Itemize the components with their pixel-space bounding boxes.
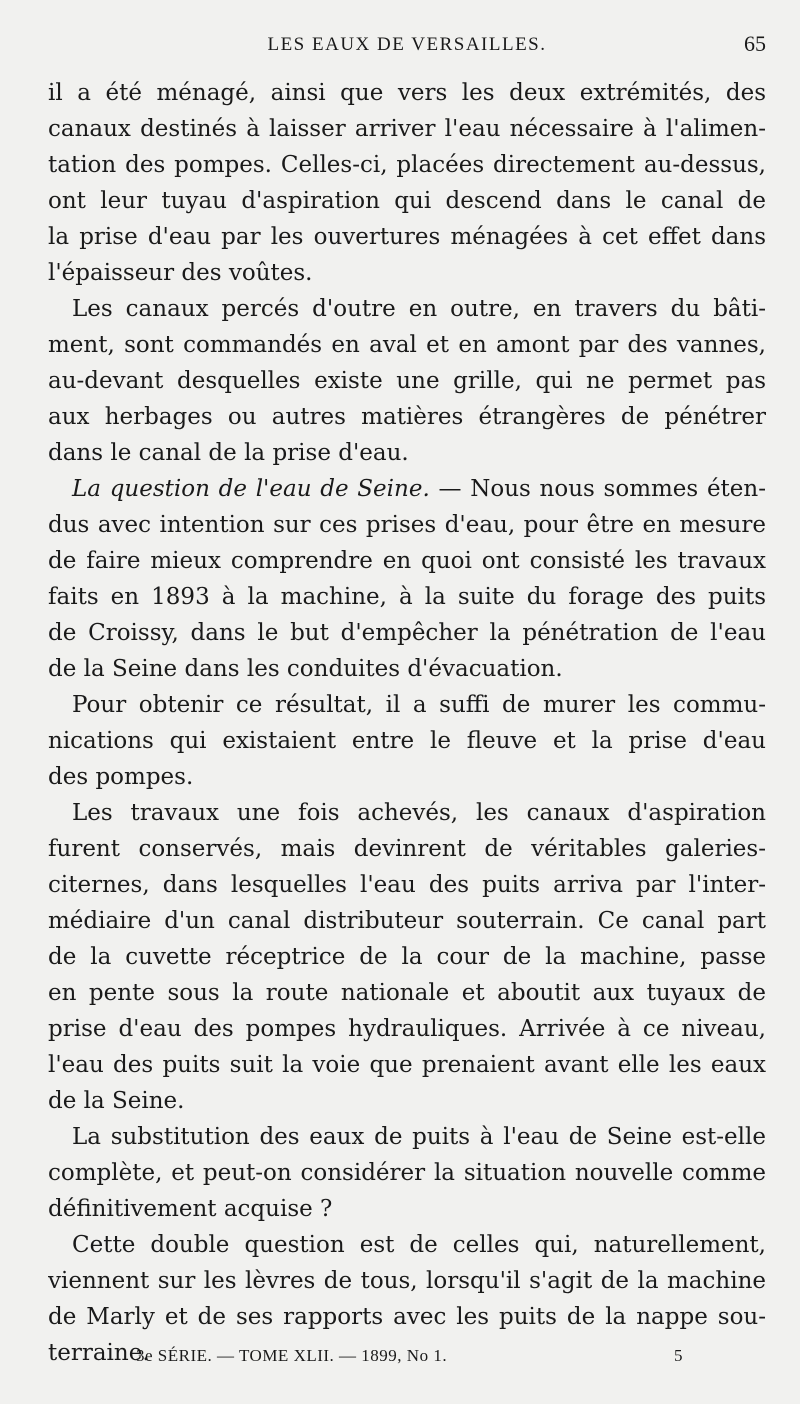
- text-line: Les travaux une fois achevés, les canaux d'aspiration: [72, 800, 766, 826]
- text-line: tation des pompes. Celles-ci, placées directement au-dessus,: [48, 152, 766, 178]
- text-line: dans le canal de la prise d'eau.: [48, 440, 409, 466]
- text-line: citernes, dans lesquelles l'eau des puits arriva par l'inter-: [48, 872, 766, 898]
- text-line: faits en 1893 à la machine, à la suite du forage des puits: [48, 584, 766, 610]
- text-line: Les canaux percés d'outre en outre, en travers du bâti-: [72, 296, 766, 322]
- text-line: définitivement acquise ?: [48, 1196, 333, 1222]
- text-line: en pente sous la route nationale et aboutit aux tuyaux de: [48, 980, 766, 1006]
- section-heading: La question de l'eau de Seine.: [72, 476, 430, 502]
- text-line: ont leur tuyau d'aspiration qui descend dans le canal de: [48, 188, 766, 214]
- text-line: médiaire d'un canal distributeur souterrain. Ce canal part: [48, 908, 766, 934]
- text-line: il a été ménagé, ainsi que vers les deux extrémités, des: [48, 80, 766, 106]
- page-footer: [48, 1346, 766, 1374]
- text-line: furent conservés, mais devinrent de véritables galeries-: [48, 836, 766, 862]
- text-line: de faire mieux comprendre en quoi ont consisté les travaux: [48, 548, 766, 574]
- printer-signature: 3e SÉRIE. — TOME XLII. — 1899, No 1.: [136, 1346, 448, 1365]
- text-line: dus avec intention sur ces prises d'eau, pour être en mesure: [48, 512, 766, 538]
- body-text: [48, 75, 766, 1371]
- text-fragment: — Nous nous sommes éten-: [438, 476, 766, 502]
- text-line: viennent sur les lèvres de tous, lorsqu'il s'agit de la machine: [48, 1268, 766, 1294]
- text-line: au-devant desquelles existe une grille, qui ne permet pas: [48, 368, 766, 394]
- text-line: de Croissy, dans le but d'empêcher la pénétration de l'eau: [48, 620, 766, 646]
- text-line: de la Seine dans les conduites d'évacuation.: [48, 656, 563, 682]
- page-number: 65: [744, 31, 766, 56]
- sheet-number: 5: [674, 1346, 683, 1365]
- text-line: canaux destinés à laisser arriver l'eau nécessaire à l'alimen-: [48, 116, 766, 142]
- text-line: l'épaisseur des voûtes.: [48, 260, 313, 286]
- text-line: terraine.: [48, 1340, 150, 1366]
- text-line: de Marly et de ses rapports avec les puits de la nappe sou-: [48, 1304, 766, 1330]
- text-line: La substitution des eaux de puits à l'eau de Seine est-elle: [72, 1124, 766, 1150]
- text-line: prise d'eau des pompes hydrauliques. Arrivée à ce niveau,: [48, 1016, 766, 1042]
- text-line: nications qui existaient entre le fleuve et la prise d'eau: [48, 728, 766, 754]
- section-heading-line: [48, 471, 766, 507]
- running-title: LES EAUX DE VERSAILLES.: [267, 34, 547, 55]
- text-line: Pour obtenir ce résultat, il a suffi de murer les commu-: [72, 692, 766, 718]
- text-line: de la Seine.: [48, 1088, 185, 1114]
- text-line: la prise d'eau par les ouvertures ménagées à cet effet dans: [48, 224, 766, 250]
- text-line: Cette double question est de celles qui, naturellement,: [72, 1232, 766, 1258]
- text-line: ment, sont commandés en aval et en amont par des vannes,: [48, 332, 766, 358]
- text-line: l'eau des puits suit la voie que prenaient avant elle les eaux: [48, 1052, 766, 1078]
- text-line: de la cuvette réceptrice de la cour de la machine, passe: [48, 944, 766, 970]
- text-line: complète, et peut-on considérer la situation nouvelle comme: [48, 1160, 766, 1186]
- running-header: [48, 31, 766, 64]
- text-line: des pompes.: [48, 764, 194, 790]
- text-line: aux herbages ou autres matières étrangères de pénétrer: [48, 404, 766, 430]
